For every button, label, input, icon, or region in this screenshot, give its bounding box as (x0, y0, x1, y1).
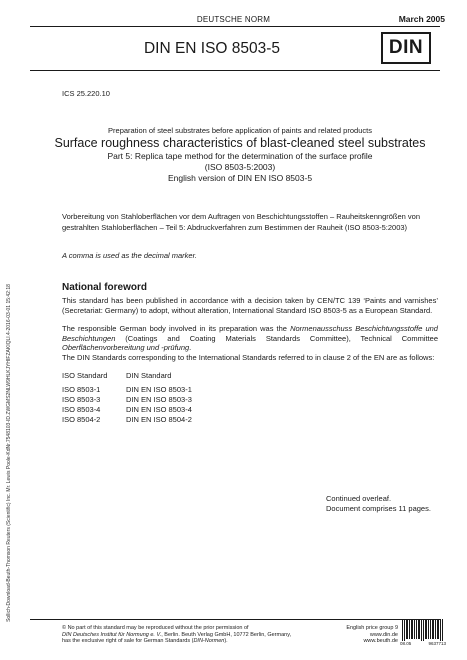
website-din-link[interactable]: www.din.de (369, 631, 398, 638)
table-cell-din: DIN EN ISO 8503-1 (126, 385, 192, 394)
copyright-notice (62, 625, 332, 645)
table-cell-din: DIN EN ISO 8504-2 (126, 415, 192, 424)
din-logo (381, 32, 431, 64)
table-header-row (62, 371, 192, 381)
page-count-note: Document comprises 11 pages. (326, 504, 431, 513)
title-series: Preparation of steel substrates before application of paints and related products (108, 126, 372, 135)
table-cell-din: DIN EN ISO 8503-3 (126, 395, 192, 404)
barcode-number: 9637713 (428, 641, 446, 646)
ics-code: ICS 25.220.10 (62, 89, 110, 98)
title-iso-reference: (ISO 8503-5:2003) (204, 162, 276, 172)
header-rule-top (30, 26, 440, 27)
standard-type-label: DEUTSCHE NORM (196, 15, 271, 24)
footer-rule (30, 619, 440, 620)
foreword-p2-end: . (189, 343, 192, 352)
table-header-din: DIN Standard (126, 371, 172, 380)
copyright-line-3 (62, 638, 332, 645)
barcode (402, 619, 444, 641)
table-row (62, 395, 192, 405)
barcode-bars (402, 619, 443, 641)
continued-note: Continued overleaf. (326, 494, 392, 503)
side-download-note (4, 250, 16, 650)
copyright-line-2-rest: , Berlin. Beuth Verlag GmbH, 10772 Berlin, Germany, (161, 631, 292, 638)
table-row (62, 415, 192, 425)
table-header-iso: ISO Standard (62, 371, 108, 380)
table-row (62, 385, 192, 395)
foreword-paragraph-3: The DIN Standards corresponding to the International Standards referred to in clause 2 of the EN are as follows: (62, 353, 435, 362)
foreword-p2-start: The responsible German body involved in its preparation was the (62, 324, 291, 333)
table-cell-iso: ISO 8503-4 (62, 405, 101, 414)
title-english-version: English version of DIN EN ISO 8503-5 (167, 173, 313, 183)
copyright-din-name: DIN Deutsches Institut für Normung e. V. (62, 631, 162, 638)
foreword-paragraph-1: This standard has been published in accordance with a decision taken by CEN/TC 139 ‘Paints and varnishes’ (Secretariat: Germany) to adopt, without alteration, International Standard ISO 8503-5 as a European Standard. (62, 296, 438, 315)
copyright-din-normen: DIN-Normen (193, 638, 225, 644)
title-part: Part 5: Replica tape method for the determination of the surface profile (107, 151, 373, 161)
table-row (62, 405, 192, 415)
website-beuth-link[interactable]: www.beuth.de (363, 638, 398, 644)
price-info (318, 625, 398, 645)
din-logo-text: DIN (388, 37, 424, 58)
price-group: English price group 9 (346, 625, 398, 631)
table-cell-iso: ISO 8503-3 (62, 395, 101, 404)
header-rule-bottom (30, 70, 440, 71)
copyright-line-3-end: ). (224, 638, 228, 644)
title-main: Surface roughness characteristics of blast-cleaned steel substrates (54, 136, 426, 150)
document-number-title: DIN EN ISO 8503-5 (143, 40, 281, 57)
foreword-p2-mid: (Coatings and Coating Materials Standards Committee), Technical Committee (115, 333, 438, 343)
foreword-p2-committee: Normenausschuss Beschichtungsstoffe und Beschichtungen (62, 324, 438, 343)
side-download-text: Sollich-Download-Beuth-Thomson Reuters (Scientific) Inc. Mr. Lewis Poole-KdNr.7548103-ID.ZWGMS2NLW9HLKJYHIFZAKIQLI.4-2016-03-01 15:42:18 (6, 284, 12, 622)
standards-table (62, 371, 192, 425)
german-title: Vorbereitung von Stahloberflächen vor dem Auftragen von Beschichtungsstoffen – Rauheitskenngrößen von gestrahlten Stahloberflächen – Teil 5: Abdruckverfahren zum Bestimmen der Rauheit (ISO 8503-5:2003) (62, 212, 421, 232)
table-cell-iso: ISO 8504-2 (62, 415, 101, 424)
copyright-line-1: © No part of this standard may be reproduced without the prior permission of (62, 625, 249, 631)
barcode-date: 08.05 (400, 641, 412, 646)
copyright-line-3-start: has the exclusive right of sale for German Standards ( (62, 638, 194, 644)
foreword-paragraph-2 (62, 324, 438, 353)
foreword-p2-technical-committee: Oberflächenvorbereitung und -prüfung (62, 343, 190, 352)
decimal-marker-note: A comma is used as the decimal marker. (62, 251, 197, 260)
barcode-numbers (400, 641, 446, 646)
publication-date: March 2005 (398, 14, 445, 24)
table-cell-din: DIN EN ISO 8503-4 (126, 405, 192, 414)
foreword-heading: National foreword (62, 282, 148, 293)
table-cell-iso: ISO 8503-1 (62, 385, 101, 394)
